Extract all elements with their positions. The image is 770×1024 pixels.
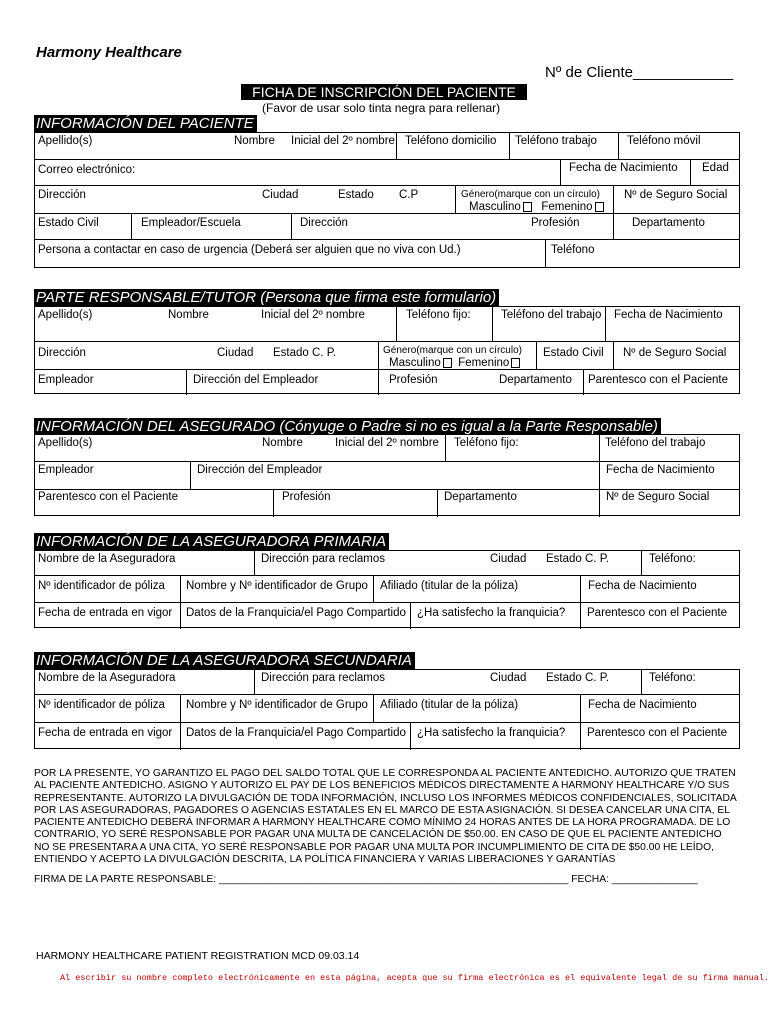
patient-emergency-phone-field[interactable]: Teléfono [551,244,595,256]
responsible-ssn-field[interactable]: Nº de Seguro Social [623,347,727,359]
insured-department-field[interactable]: Departamento [444,491,517,503]
secondary-phone-field[interactable]: Teléfono: [649,672,696,684]
primary-birthdate-field[interactable]: Fecha de Nacimiento [588,580,697,592]
responsible-apellidos-field[interactable]: Apellido(s) [38,309,93,321]
secondary-insurer-name-field[interactable]: Nombre de la Aseguradora [38,672,176,684]
female-checkbox[interactable] [511,358,520,368]
primary-claims-address-field[interactable]: Dirección para reclamos [261,553,385,565]
primary-relationship-field[interactable]: Parentesco con el Paciente [587,607,728,619]
patient-tel-movil-field[interactable]: Teléfono móvil [627,135,701,147]
responsible-department-field[interactable]: Departamento [499,374,572,386]
patient-gender-label: Género(marque con un círculo) [461,189,600,200]
responsible-gender-label: Género(marque con un círculo) [383,345,522,356]
male-checkbox[interactable] [523,202,532,212]
secondary-effective-date-field[interactable]: Fecha de entrada en vigor [38,727,173,739]
secondary-policy-id-field[interactable]: Nº identificador de póliza [38,699,165,711]
patient-ssn-field[interactable]: Nº de Seguro Social [624,189,728,201]
client-number-field[interactable]: Nº de Cliente____________ [545,64,734,81]
primary-state-zip-field[interactable]: Estado C. P. [546,553,610,565]
responsible-address-field[interactable]: Dirección [38,347,86,359]
section-patient-title: INFORMACIÓN DEL PACIENTE [34,115,257,132]
insured-apellidos-field[interactable]: Apellido(s) [38,437,93,449]
responsible-relationship-field[interactable]: Parentesco con el Paciente [588,374,729,386]
insured-employer-address-field[interactable]: Dirección del Empleador [197,464,323,476]
insured-profession-field[interactable]: Profesión [282,491,331,503]
patient-apellidos-field[interactable]: Apellido(s) [38,135,93,147]
responsible-marital-field[interactable]: Estado Civil [543,347,604,359]
patient-profession-field[interactable]: Profesión [531,217,580,229]
patient-inicial-field[interactable]: Inicial del 2º nombre [291,135,395,147]
male-checkbox[interactable] [443,358,452,368]
primary-subscriber-field[interactable]: Afiliado (titular de la póliza) [380,580,519,592]
patient-email-field[interactable]: Correo electrónico: [38,164,136,176]
responsible-nombre-field[interactable]: Nombre [168,309,209,321]
insured-nombre-field[interactable]: Nombre [262,437,303,449]
patient-emergency-contact-field[interactable]: Persona a contactar en caso de urgencia (Deberá ser alguien que no viva con Ud.) [38,244,461,256]
form-code-footer: HARMONY HEALTHCARE PATIENT REGISTRATION MCD 09.03.14 [36,950,360,962]
primary-city-field[interactable]: Ciudad [490,553,527,565]
responsible-info-grid [34,306,740,394]
patient-employer-address-field[interactable]: Dirección [300,217,348,229]
signature-date-line[interactable]: FIRMA DE LA PARTE RESPONSABLE: _____________________________________________________________ FECHA: _______________ [34,874,698,885]
responsible-inicial-field[interactable]: Inicial del 2º nombre [261,309,365,321]
responsible-tel-trabajo-field[interactable]: Teléfono del trabajo [501,309,602,321]
patient-department-field[interactable]: Departamento [632,217,705,229]
primary-deductible-met-field[interactable]: ¿Ha satisfecho la franquicia? [417,607,566,619]
patient-marital-field[interactable]: Estado Civil [38,217,99,229]
insured-inicial-field[interactable]: Inicial del 2º nombre [335,437,439,449]
secondary-deductible-met-field[interactable]: ¿Ha satisfecho la franquicia? [417,727,566,739]
primary-group-field[interactable]: Nombre y Nº identificador de Grupo [186,580,368,592]
responsible-state-zip-field[interactable]: Estado C. P. [273,347,337,359]
primary-phone-field[interactable]: Teléfono: [649,553,696,565]
secondary-state-zip-field[interactable]: Estado C. P. [546,672,610,684]
responsible-profession-field[interactable]: Profesión [389,374,438,386]
secondary-group-field[interactable]: Nombre y Nº identificador de Grupo [186,699,368,711]
responsible-employer-field[interactable]: Empleador [38,374,94,386]
secondary-deductible-field[interactable]: Datos de la Franquicia/el Pago Compartido [186,727,406,739]
insured-tel-fijo-field[interactable]: Teléfono fijo: [454,437,519,449]
primary-deductible-field[interactable]: Datos de la Franquicia/el Pago Compartido [186,607,406,619]
patient-employer-field[interactable]: Empleador/Escuela [141,217,241,229]
female-option-label: Femenino [458,357,510,369]
patient-birthdate-field[interactable]: Fecha de Nacimiento [569,162,678,174]
insured-relationship-field[interactable]: Parentesco con el Paciente [38,491,179,503]
patient-address-field[interactable]: Dirección [38,189,86,201]
patient-info-grid [34,132,740,268]
section-secondary-insurer-title: INFORMACIÓN DE LA ASEGURADORA SECUNDARIA [34,652,415,669]
section-primary-insurer-title: INFORMACIÓN DE LA ASEGURADORA PRIMARIA [34,533,389,550]
patient-gender-options[interactable] [469,201,604,213]
secondary-relationship-field[interactable]: Parentesco con el Paciente [587,727,728,739]
section-insured-title: INFORMACIÓN DEL ASEGURADO (Cónyuge o Padre si no es igual a la Parte Responsable) [34,418,661,435]
responsible-city-field[interactable]: Ciudad [217,347,254,359]
secondary-insurer-grid [34,669,740,749]
female-checkbox[interactable] [595,202,604,212]
primary-effective-date-field[interactable]: Fecha de entrada en vigor [38,607,173,619]
insured-employer-field[interactable]: Empleador [38,464,94,476]
patient-zip-field[interactable]: C.P [399,189,419,201]
patient-state-field[interactable]: Estado [338,189,374,201]
responsible-gender-options[interactable] [389,357,520,369]
brand-name: Harmony Healthcare [36,44,182,61]
form-subtitle: (Favor de usar solo tinta negra para rellenar) [262,101,501,115]
insured-tel-trabajo-field[interactable]: Teléfono del trabajo [605,437,706,449]
responsible-employer-address-field[interactable]: Dirección del Empleador [193,374,319,386]
patient-tel-domicilio-field[interactable]: Teléfono domicilio [405,135,497,147]
patient-age-field[interactable]: Edad [702,162,729,174]
male-option-label: Masculino [469,201,521,213]
patient-nombre-field[interactable]: Nombre [234,135,275,147]
secondary-claims-address-field[interactable]: Dirección para reclamos [261,672,385,684]
secondary-subscriber-field[interactable]: Afiliado (titular de la póliza) [380,699,519,711]
insured-info-grid [34,434,740,516]
secondary-city-field[interactable]: Ciudad [490,672,527,684]
responsible-birthdate-field[interactable]: Fecha de Nacimiento [614,309,723,321]
secondary-birthdate-field[interactable]: Fecha de Nacimiento [588,699,697,711]
patient-tel-trabajo-field[interactable]: Teléfono trabajo [515,135,597,147]
female-option-label: Femenino [541,201,593,213]
esignature-notice: Al escribir su nombre completo electrónicamente en esta página, acepta que su firma electrónica es el equivalente legal de su firma manual. [60,973,770,983]
legal-authorization-text: POR LA PRESENTE, YO GARANTIZO EL PAGO DEL SALDO TOTAL QUE LE CORRESPONDA AL PACIENTE ANTEDICHO. AUTORIZO QUE TRATEN AL PACIENTE ANTEDICHO. ASIGNO Y AUTORIZO EL PAY DE LOS BENEFICIOS MÉDICOS DIRECTAMENTE A HARMONY HEALTHCARE Y/O SUS REPRESENTANTE. AUTORIZO LA DIVULGACIÓN DE TODA INFORMACIÓN, INCLUSO LOS INFORMES MÉDICOS CONFIDENCIALES, SOLICITADA POR LAS ASEGURADORAS, PAGADORES O AGENCIAS ESTATALES EN EL MARCO DE ESTA ASIGNACIÓN. SI DESEA CANCELAR UNA CITA, EL PACIENTE ANTEDICHO DEBERÁ INFORMAR A HARMONY HEALTHCARE COMO MÍNIMO 24 HORAS ANTES DE LA HORA PROGRAMADA. DE LO CONTRARIO, YO SERÉ RESPONSABLE POR PAGAR UNA MULTA DE CANCELACIÓN DE $50.00. EN CASO DE QUE EL PACIENTE ANTEDICHO NO SE PRESENTARA A UNA CITA, YO SERÉ RESPONSABLE POR PAGAR UNA MULTA POR INCUMPLIMIENTO DE CITA DE $50.00 HE LEÍDO, ENTIENDO Y ACEPTO LA DIVULGACIÓN DESCRITA, LA POLÍTICA FINANCIERA Y VARIAS LIBERACIONES Y GARANTÍAS [34,768,737,866]
primary-insurer-name-field[interactable]: Nombre de la Aseguradora [38,553,176,565]
section-responsible-title: PARTE RESPONSABLE/TUTOR (Persona que firma este formulario) [34,289,499,306]
patient-city-field[interactable]: Ciudad [262,189,299,201]
form-title: FICHA DE INSCRIPCIÓN DEL PACIENTE [241,84,527,100]
male-option-label: Masculino [389,357,441,369]
primary-insurer-grid [34,550,740,628]
responsible-tel-fijo-field[interactable]: Teléfono fijo: [406,309,471,321]
primary-policy-id-field[interactable]: Nº identificador de póliza [38,580,165,592]
insured-birthdate-field[interactable]: Fecha de Nacimiento [606,464,715,476]
insured-ssn-field[interactable]: Nº de Seguro Social [606,491,710,503]
